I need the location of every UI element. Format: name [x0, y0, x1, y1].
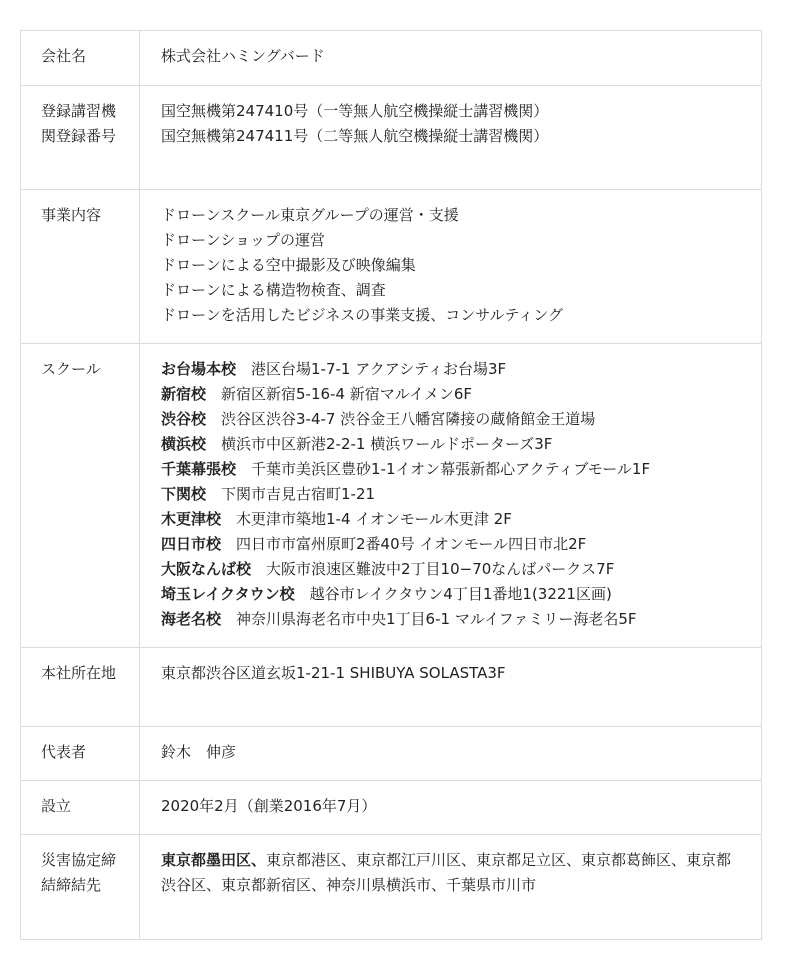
- school-item: [161, 582, 740, 607]
- business-line: ドローンを活用したビジネスの事業支援、コンサルティング: [161, 306, 564, 324]
- school-name: 四日市校: [161, 535, 222, 553]
- school-item: [161, 407, 740, 432]
- school-name: お台場本校: [161, 360, 237, 378]
- school-item: [161, 432, 740, 457]
- headquarters-value: 東京都渋谷区道玄坂1-21-1 SHIBUYA SOLASTA3F: [140, 648, 762, 727]
- registration-line: 国空無機第247410号（一等無人航空機操縦士講習機関）: [161, 102, 549, 120]
- registration-label: 登録講習機関登録番号: [21, 86, 140, 190]
- row-founded: [21, 781, 762, 835]
- school-name: 渋谷校: [161, 410, 207, 428]
- schools-label: スクール: [21, 344, 140, 648]
- school-name: 埼玉レイクタウン校: [161, 585, 295, 603]
- business-line: ドローンによる空中撮影及び映像編集: [161, 256, 416, 274]
- business-value: [140, 190, 762, 344]
- row-representative: [21, 727, 762, 781]
- school-address: 横浜市中区新港2-2-1 横浜ワールドポーターズ3F: [221, 435, 553, 453]
- business-line: ドローンによる構造物検査、調査: [161, 281, 386, 299]
- school-address: 越谷市レイクタウン4丁目1番地1(3221区画): [309, 585, 612, 603]
- school-address: 四日市市富州原町2番40号 イオンモール四日市北2F: [236, 535, 587, 553]
- founded-label: 設立: [21, 781, 140, 835]
- registration-line: 国空無機第247411号（二等無人航空機操縦士講習機関）: [161, 127, 549, 145]
- row-business: [21, 190, 762, 344]
- school-address: 渋谷区渋谷3-4-7 渋谷金王八幡宮隣接の蔵脩館金王道場: [221, 410, 596, 428]
- row-company-name: [21, 31, 762, 86]
- representative-value: 鈴木 伸彦: [140, 727, 762, 781]
- school-item: [161, 457, 740, 482]
- school-item: [161, 357, 740, 382]
- school-address: 下関市吉見古宿町1-21: [221, 485, 376, 503]
- company-name-value: 株式会社ハミングバード: [140, 31, 762, 86]
- school-name: 海老名校: [161, 610, 222, 628]
- company-info-table: [20, 30, 762, 940]
- disaster-agreement-label: 災害協定締結締結先: [21, 835, 140, 940]
- school-item: [161, 382, 740, 407]
- school-address: 木更津市築地1-4 イオンモール木更津 2F: [236, 510, 512, 528]
- school-name: 横浜校: [161, 435, 207, 453]
- business-line: ドローンショップの運営: [161, 231, 326, 249]
- disaster-agreement-value: [140, 835, 762, 940]
- disaster-agreement-rest: 東京都港区、東京都江戸川区、東京都足立区、東京都葛飾区、東京都渋谷区、東京都新宿区、神奈川県横浜市、千葉県市川市: [161, 851, 732, 894]
- row-schools: [21, 344, 762, 648]
- school-address: 千葉市美浜区豊砂1-1イオン幕張新都心アクティブモール1F: [251, 460, 651, 478]
- school-name: 下関校: [161, 485, 207, 503]
- school-name: 新宿校: [161, 385, 207, 403]
- school-item: [161, 557, 740, 582]
- school-address: 新宿区新宿5-16-4 新宿マルイメン6F: [221, 385, 473, 403]
- registration-value: [140, 86, 762, 190]
- schools-value: [140, 344, 762, 648]
- disaster-agreement-highlight: 東京都墨田区、: [161, 851, 267, 869]
- representative-label: 代表者: [21, 727, 140, 781]
- row-registration: [21, 86, 762, 190]
- company-name-label: 会社名: [21, 31, 140, 86]
- school-name: 大阪なんば校: [161, 560, 252, 578]
- school-address: 神奈川県海老名市中央1丁目6-1 マルイファミリー海老名5F: [236, 610, 637, 628]
- headquarters-label: 本社所在地: [21, 648, 140, 727]
- school-item: [161, 607, 740, 632]
- school-name: 木更津校: [161, 510, 222, 528]
- founded-value: 2020年2月（創業2016年7月）: [140, 781, 762, 835]
- row-disaster-agreement: [21, 835, 762, 940]
- school-item: [161, 482, 740, 507]
- row-headquarters: [21, 648, 762, 727]
- school-address: 港区台場1-7-1 アクアシティお台場3F: [251, 360, 507, 378]
- school-item: [161, 532, 740, 557]
- school-item: [161, 507, 740, 532]
- school-name: 千葉幕張校: [161, 460, 237, 478]
- school-address: 大阪市浪速区難波中2丁目10−70なんばパークス7F: [266, 560, 615, 578]
- business-label: 事業内容: [21, 190, 140, 344]
- business-line: ドローンスクール東京グループの運営・支援: [161, 206, 459, 224]
